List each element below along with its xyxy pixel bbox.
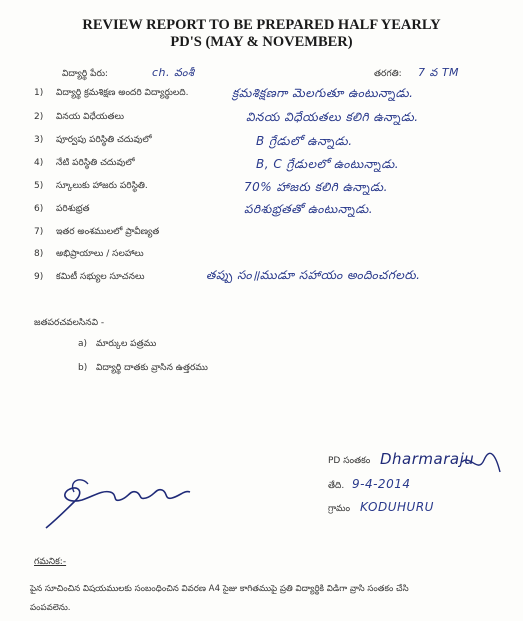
review-item-label: వినయ విధేయతలు [56, 112, 124, 122]
review-item-answer: పరిశుభ్రతతో ఉంటున్నాడు. [244, 202, 374, 216]
review-item-number: 7) [34, 227, 44, 237]
review-item-row [34, 158, 135, 170]
review-item-label: ఇతర అంశములలో ప్రావీణ్యత [56, 227, 160, 237]
attachment-a-num: a) [78, 339, 88, 349]
class-label: తరగతి: [374, 69, 402, 79]
review-item-number: 9) [34, 272, 44, 282]
review-item-number: 4) [34, 158, 44, 168]
review-item-label: విద్యార్థి క్రమశిక్షణ అందరి విద్యార్థులది. [56, 88, 189, 98]
signature-flourish-icon [460, 452, 505, 480]
review-item-row [34, 204, 90, 216]
review-item-number: 3) [34, 135, 44, 145]
review-item-row [34, 181, 148, 193]
review-item-label: కమిటీ సభ్యుల సూచనలు [56, 272, 145, 282]
review-item-label: నేటి పరిస్థితి చదువులో [56, 158, 135, 168]
review-item-answer: B గ్రేడులో ఉన్నాడు. [256, 134, 353, 148]
name-value: ch. వంశీ [152, 66, 195, 79]
review-item-answer: క్రమశిక్షణగా మెలగుతూ ఉంటున్నాడు. [232, 86, 414, 100]
date-label: తేది. [328, 481, 345, 491]
report-title-line1: REVIEW REPORT TO BE PREPARED HALF YEARLY [82, 17, 441, 33]
pd-signature: Dharmaraju [380, 450, 475, 468]
attachment-b-num: b) [78, 363, 88, 373]
review-item-number: 5) [34, 181, 44, 191]
review-item-label: అభిప్రాయాలు / సలహాలు [56, 249, 144, 259]
name-label: విద్యార్థి పేరు: [62, 69, 108, 79]
notes-text-line1: పైన సూచించిన విషయములకు సంబంధించిన వివరణ A4 సైజు కాగితముపై ప్రతి విద్యార్థికి విడిగా వ్రాసి సంతకం చేసి [30, 584, 409, 594]
review-item-number: 2) [34, 112, 44, 122]
review-item-row [34, 135, 152, 147]
notes-heading: గమనిక:- [34, 557, 67, 567]
attachment-b-label: విద్యార్థి దాతకు వ్రాసిన ఉత్తరము [96, 363, 208, 373]
review-item-row [34, 249, 144, 261]
class-value: 7 వ TM [418, 66, 460, 79]
notes-text-line2: పంపవలెను. [30, 603, 71, 613]
attachments-heading: జతపరచవలసినవి - [34, 318, 105, 328]
review-item-row [34, 272, 144, 284]
date-value: 9-4-2014 [352, 477, 411, 491]
village-value: KODUHURU [360, 500, 434, 514]
review-item-row [34, 88, 189, 100]
review-item-number: 8) [34, 249, 44, 259]
report-title-line2: PD'S (MAY & NOVEMBER) [170, 34, 353, 50]
village-label: గ్రామం [328, 504, 351, 514]
review-item-answer: 70% హాజరు కలిగి ఉన్నాడు. [244, 180, 388, 194]
review-item-label: స్కూలుకు హాజరు పరిస్థితి. [56, 181, 148, 191]
attachment-a-label: మార్కుల పత్రము [96, 339, 157, 349]
headmaster-signature-icon [38, 470, 198, 535]
pd-signature-label: PD సంతకం [328, 456, 371, 466]
review-item-answer: B, C గ్రేడులలో ఉంటున్నాడు. [256, 157, 400, 171]
review-item-label: పూర్వపు పరిస్థితి చదువులో [56, 135, 152, 145]
review-item-row [34, 227, 159, 239]
review-item-answer: తప్పు సం॥ముడూ సహాయం అందించగలరు. [206, 268, 421, 282]
review-item-row [34, 112, 124, 124]
review-item-number: 1) [34, 88, 44, 98]
review-item-number: 6) [34, 204, 44, 214]
review-item-label: పరిశుభ్రత [56, 204, 90, 214]
review-item-answer: వినయ విధేయతలు కలిగి ఉన్నాడు. [246, 110, 419, 124]
